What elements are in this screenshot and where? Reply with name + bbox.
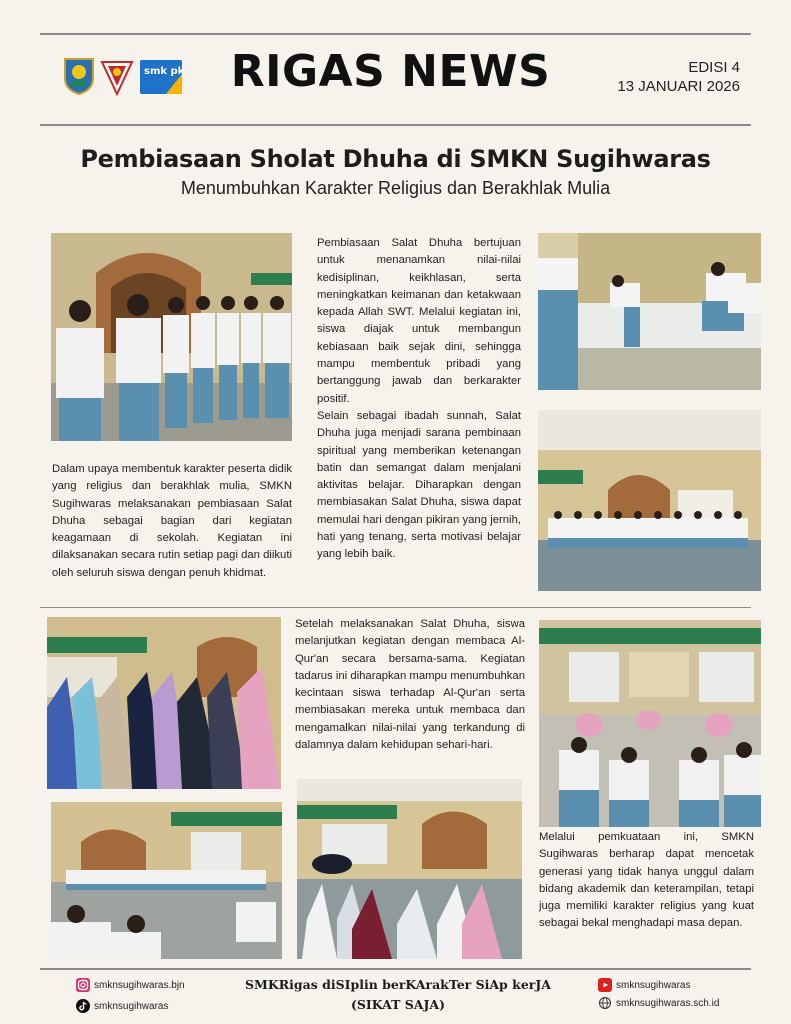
instagram-link[interactable] (76, 978, 185, 992)
paragraph-intro (52, 461, 292, 582)
photo-students-wudhu (538, 233, 761, 390)
slogan-line-1: SMKRigas diSIplin berKArakTer SiAp kerJA (245, 977, 551, 992)
article-subheadline: Menumbuhkan Karakter Religius dan Berakhlak Mulia (180, 178, 611, 198)
smk-pk-logo-text: smk pk (144, 66, 182, 77)
paragraph-quran: Setelah melaksanakan Salat Dhuha, siswa melanjutkan kegiatan dengan membaca Al-Qur'an secara bersama-sama. Kegiatan tadarus ini diharapkan mampu menumbuhkan kecintaan siswa terhadap Al-Qur'an serta membiasakan mereka untuk membaca dan mengamalkan nilai-nilai yang terkandung di dalamnya dalam kehidupan sehari-hari. (295, 618, 525, 752)
photo-female-students-praying (47, 617, 281, 789)
photo-tadarus-circle (51, 802, 282, 959)
edition-date: 13 JANUARI 2026 (617, 78, 740, 95)
photo-mosque-tadarus-wide (297, 779, 522, 959)
smk-pk-logo (140, 60, 182, 94)
instagram-handle: smknsugihwaras.bjn (94, 979, 185, 991)
tiktok-link[interactable] (76, 999, 168, 1013)
school-slogan (218, 975, 578, 1015)
youtube-link[interactable] (598, 978, 690, 992)
globe-icon (598, 996, 612, 1010)
website-link[interactable] (598, 996, 719, 1010)
mid-rule (40, 607, 751, 608)
instagram-icon (76, 978, 90, 992)
newsletter-title: RIGAS NEWS (230, 46, 551, 97)
photo-mosque-interior (538, 410, 761, 591)
website-url: smknsugihwaras.sch.id (616, 997, 720, 1009)
paragraph-purpose-column (317, 235, 521, 564)
edition-number: EDISI 4 (688, 59, 740, 76)
paragraph-closing: Melalui pemkuataan ini, SMKN Sugihwaras berharap dapat mencetak generasi yang tidak hanya unggul dalam bidang akademik dan keterampilan, tetapi juga memiliki karakter religius yang kuat sebagai bekal menghadapi masa depan. (539, 831, 754, 930)
school-emblem-logo (100, 56, 134, 96)
paragraph-intro-text: Dalam upaya membentuk karakter peserta didik yang religius dan berakhlak mulia, SMKN Sugihwaras melaksanakan pembiasaan Salat Dhuha sebagai bagian dari kegiatan keagamaan di sekolah. Kegiatan ini dilaksanakan secara rutin setiap pagi dan diikuti oleh seluruh siswa dengan penuh khidmat. (52, 463, 292, 579)
paragraph-sunnah: Selain sebagai ibadah sunnah, Salat Dhuha juga menjadi sarana pembinaan spiritual yang memberikan ketenangan batin dan semangat dalam menjalani aktivitas belajar. Diharapkan dengan membiasakan Salat Dhuha, siswa dapat memulai hari dengan pikiran yang jernih, hati yang tenang, serta motivasi belajar yang lebih baik. (317, 409, 521, 561)
youtube-icon (598, 978, 612, 992)
photo-students-reading-quran (539, 620, 761, 827)
youtube-handle: smknsugihwaras (616, 979, 691, 991)
edition-info (600, 58, 740, 96)
masthead-rule (40, 124, 751, 126)
east-java-emblem-logo (62, 56, 96, 96)
article-headline: Pembiasaan Sholat Dhuha di SMKN Sugihwaras (80, 145, 711, 173)
footer-rule (40, 968, 751, 970)
top-rule (40, 33, 751, 35)
paragraph-purpose: Pembiasaan Salat Dhuha bertujuan untuk menanamkan nilai-nilai kedisiplinan, keikhlasan, serta meningkatkan keimanan dan ketakwaan kepada Allah SWT. Melalui kegiatan ini, siswa diajak untuk membangun kebiasaan baik sejak dini, sehingga mampu membentuk pribadi yang bertanggung jawab dan berkarakter positif. (317, 237, 521, 405)
paragraph-quran-column (295, 616, 525, 754)
tiktok-icon (76, 999, 90, 1013)
slogan-line-2: (SIKAT SAJA) (350, 997, 446, 1012)
tiktok-handle: smknsugihwaras (94, 1000, 169, 1012)
paragraph-closing-column (539, 829, 754, 933)
photo-students-praying-rows (51, 233, 292, 441)
